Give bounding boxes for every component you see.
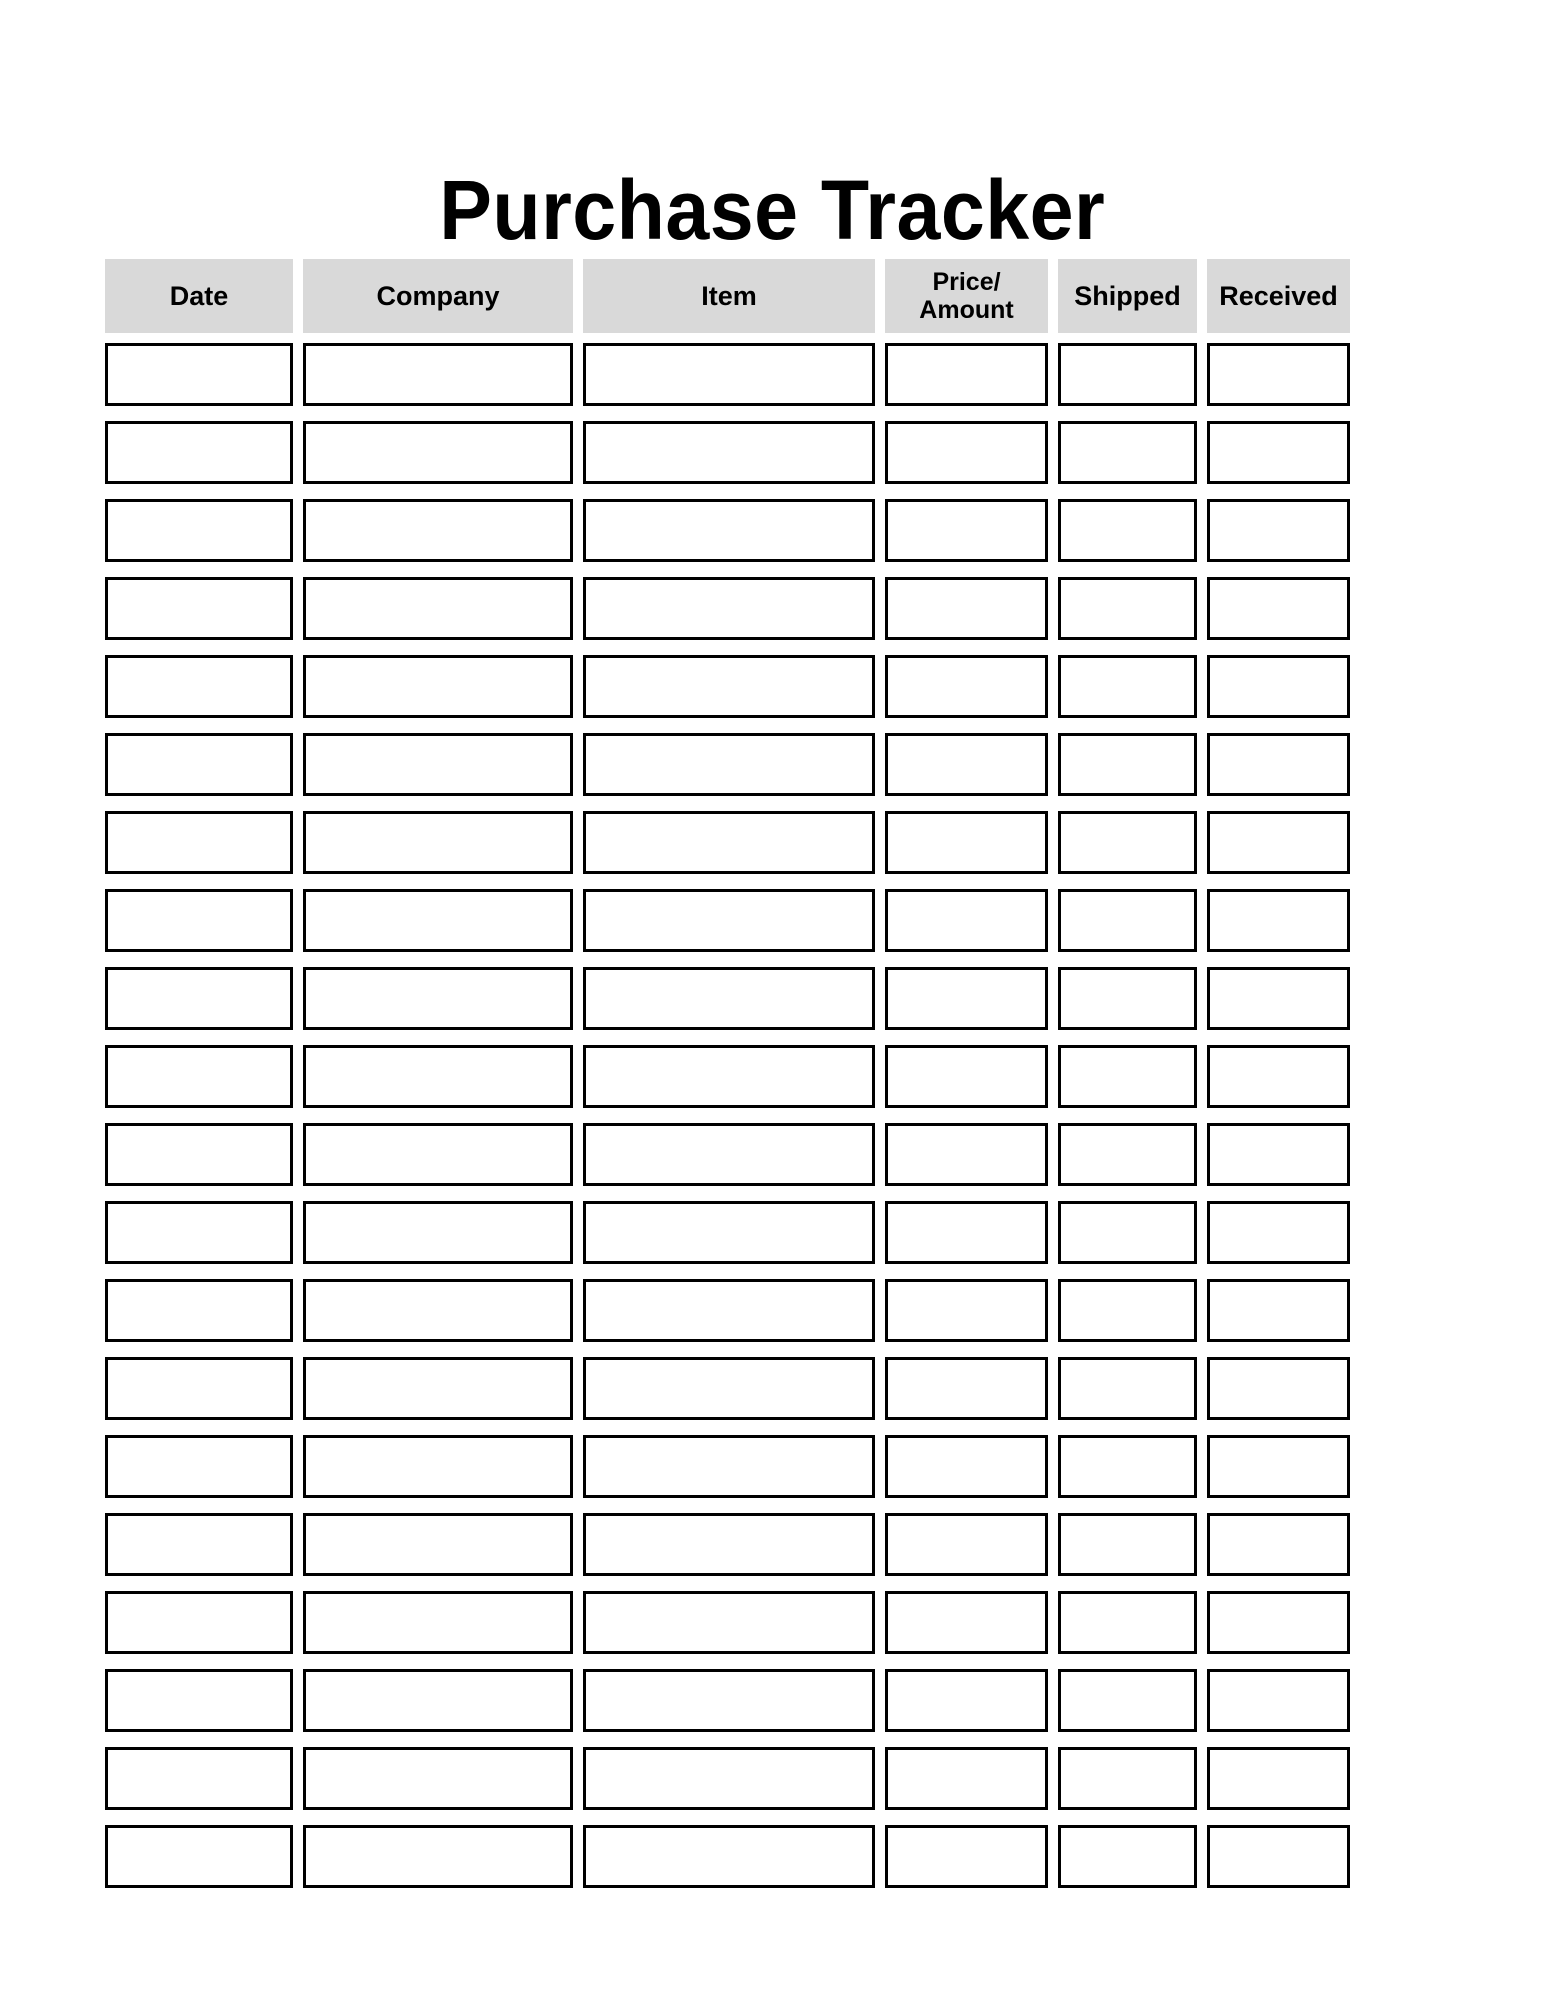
table-cell-received[interactable] <box>1207 811 1350 874</box>
table-cell-shipped[interactable] <box>1058 889 1197 952</box>
table-cell-date[interactable] <box>105 1045 293 1108</box>
table-cell-company[interactable] <box>303 1279 573 1342</box>
column-header-price-amount <box>885 259 1048 333</box>
table-cell-company[interactable] <box>303 811 573 874</box>
table-cell-shipped[interactable] <box>1058 733 1197 796</box>
table-cell-company[interactable] <box>303 1747 573 1810</box>
table-cell-shipped[interactable] <box>1058 421 1197 484</box>
table-cell-shipped[interactable] <box>1058 1279 1197 1342</box>
table-cell-date[interactable] <box>105 967 293 1030</box>
table-cell-date[interactable] <box>105 1669 293 1732</box>
table-cell-price[interactable] <box>885 1201 1048 1264</box>
table-cell-price[interactable] <box>885 1357 1048 1420</box>
table-cell-date[interactable] <box>105 811 293 874</box>
table-cell-received[interactable] <box>1207 889 1350 952</box>
table-cell-company[interactable] <box>303 1045 573 1108</box>
table-cell-received[interactable] <box>1207 1045 1350 1108</box>
table-row <box>105 1045 1440 1108</box>
table-cell-price[interactable] <box>885 889 1048 952</box>
table-row <box>105 499 1440 562</box>
table-cell-company[interactable] <box>303 577 573 640</box>
table-cell-price[interactable] <box>885 1435 1048 1498</box>
table-cell-price[interactable] <box>885 1669 1048 1732</box>
table-cell-date[interactable] <box>105 1123 293 1186</box>
table-row <box>105 1669 1440 1732</box>
table-cell-shipped[interactable] <box>1058 1357 1197 1420</box>
table-cell-shipped[interactable] <box>1058 1435 1197 1498</box>
table-row <box>105 655 1440 718</box>
table-cell-price[interactable] <box>885 1513 1048 1576</box>
table-cell-shipped[interactable] <box>1058 1591 1197 1654</box>
table-cell-received[interactable] <box>1207 1435 1350 1498</box>
table-cell-company[interactable] <box>303 733 573 796</box>
table-cell-price[interactable] <box>885 499 1048 562</box>
column-header-price-amount-line1: Price/ <box>932 268 1001 296</box>
table-cell-company[interactable] <box>303 1513 573 1576</box>
table-cell-shipped[interactable] <box>1058 343 1197 406</box>
table-cell-item[interactable] <box>583 343 875 406</box>
table-row <box>105 1435 1440 1498</box>
table-cell-shipped[interactable] <box>1058 1669 1197 1732</box>
table-cell-date[interactable] <box>105 1201 293 1264</box>
table-cell-item[interactable] <box>583 1747 875 1810</box>
table-cell-company[interactable] <box>303 421 573 484</box>
table-cell-shipped[interactable] <box>1058 1825 1197 1888</box>
table-row <box>105 1357 1440 1420</box>
table-cell-item[interactable] <box>583 1357 875 1420</box>
table-cell-price[interactable] <box>885 733 1048 796</box>
table-cell-item[interactable] <box>583 1279 875 1342</box>
table-cell-received[interactable] <box>1207 1123 1350 1186</box>
table-row <box>105 1201 1440 1264</box>
table-cell-date[interactable] <box>105 1825 293 1888</box>
table-row <box>105 733 1440 796</box>
table-cell-received[interactable] <box>1207 655 1350 718</box>
table-cell-shipped[interactable] <box>1058 577 1197 640</box>
table-cell-price[interactable] <box>885 811 1048 874</box>
table-cell-received[interactable] <box>1207 1513 1350 1576</box>
table-row <box>105 967 1440 1030</box>
table-cell-item[interactable] <box>583 1591 875 1654</box>
table-cell-item[interactable] <box>583 889 875 952</box>
table-cell-date[interactable] <box>105 421 293 484</box>
table-cell-company[interactable] <box>303 499 573 562</box>
table-cell-item[interactable] <box>583 1045 875 1108</box>
column-header-date: Date <box>105 259 293 333</box>
table-cell-item[interactable] <box>583 733 875 796</box>
table-cell-shipped[interactable] <box>1058 1045 1197 1108</box>
table-cell-price[interactable] <box>885 1045 1048 1108</box>
table-cell-date[interactable] <box>105 577 293 640</box>
table-cell-company[interactable] <box>303 655 573 718</box>
column-header-item: Item <box>583 259 875 333</box>
table-cell-item[interactable] <box>583 1123 875 1186</box>
table-cell-shipped[interactable] <box>1058 499 1197 562</box>
table-cell-received[interactable] <box>1207 1591 1350 1654</box>
table-row <box>105 343 1440 406</box>
table-cell-price[interactable] <box>885 1825 1048 1888</box>
table-cell-received[interactable] <box>1207 733 1350 796</box>
table-row <box>105 1747 1440 1810</box>
table-row <box>105 421 1440 484</box>
table-cell-shipped[interactable] <box>1058 1513 1197 1576</box>
table-cell-item[interactable] <box>583 499 875 562</box>
table-row <box>105 577 1440 640</box>
table-row <box>105 1825 1440 1888</box>
table-cell-price[interactable] <box>885 1591 1048 1654</box>
table-cell-received[interactable] <box>1207 1357 1350 1420</box>
table-cell-received[interactable] <box>1207 1669 1350 1732</box>
column-header-shipped: Shipped <box>1058 259 1197 333</box>
table-cell-received[interactable] <box>1207 1825 1350 1888</box>
table-cell-price[interactable] <box>885 1747 1048 1810</box>
table-cell-company[interactable] <box>303 1123 573 1186</box>
table-cell-received[interactable] <box>1207 1279 1350 1342</box>
table-cell-company[interactable] <box>303 1201 573 1264</box>
table-cell-company[interactable] <box>303 889 573 952</box>
table-cell-price[interactable] <box>885 421 1048 484</box>
table-cell-price[interactable] <box>885 967 1048 1030</box>
table-row <box>105 1513 1440 1576</box>
table-cell-item[interactable] <box>583 1825 875 1888</box>
table-cell-company[interactable] <box>303 1825 573 1888</box>
table-cell-item[interactable] <box>583 1513 875 1576</box>
table-cell-company[interactable] <box>303 343 573 406</box>
table-cell-received[interactable] <box>1207 499 1350 562</box>
table-cell-date[interactable] <box>105 889 293 952</box>
table-cell-date[interactable] <box>105 1435 293 1498</box>
table-cell-date[interactable] <box>105 499 293 562</box>
table-cell-date[interactable] <box>105 1279 293 1342</box>
table-cell-price[interactable] <box>885 577 1048 640</box>
table-row <box>105 811 1440 874</box>
table-cell-date[interactable] <box>105 1747 293 1810</box>
table-cell-item[interactable] <box>583 811 875 874</box>
table-row <box>105 1591 1440 1654</box>
table-cell-received[interactable] <box>1207 343 1350 406</box>
table-cell-item[interactable] <box>583 577 875 640</box>
table-cell-price[interactable] <box>885 343 1048 406</box>
page-title: Purchase Tracker <box>439 163 1106 258</box>
table-cell-shipped[interactable] <box>1058 1123 1197 1186</box>
column-header-price-amount-line2: Amount <box>919 296 1014 324</box>
table-cell-date[interactable] <box>105 733 293 796</box>
table-cell-received[interactable] <box>1207 1201 1350 1264</box>
table-cell-price[interactable] <box>885 1123 1048 1186</box>
table-cell-company[interactable] <box>303 1357 573 1420</box>
table-cell-shipped[interactable] <box>1058 967 1197 1030</box>
table-cell-shipped[interactable] <box>1058 1201 1197 1264</box>
table-cell-item[interactable] <box>583 1669 875 1732</box>
table-cell-date[interactable] <box>105 1357 293 1420</box>
table-cell-shipped[interactable] <box>1058 1747 1197 1810</box>
table-cell-company[interactable] <box>303 1669 573 1732</box>
table-header-row <box>105 259 1440 333</box>
table-cell-date[interactable] <box>105 1591 293 1654</box>
table-cell-received[interactable] <box>1207 421 1350 484</box>
table-cell-price[interactable] <box>885 655 1048 718</box>
table-body <box>105 343 1440 1888</box>
column-header-company: Company <box>303 259 573 333</box>
table-cell-company[interactable] <box>303 1591 573 1654</box>
table-cell-company[interactable] <box>303 967 573 1030</box>
table-cell-item[interactable] <box>583 655 875 718</box>
table-cell-company[interactable] <box>303 1435 573 1498</box>
table-row <box>105 1279 1440 1342</box>
table-cell-price[interactable] <box>885 1279 1048 1342</box>
table-cell-received[interactable] <box>1207 967 1350 1030</box>
table-row <box>105 889 1440 952</box>
table-cell-item[interactable] <box>583 967 875 1030</box>
table-cell-date[interactable] <box>105 1513 293 1576</box>
table-cell-item[interactable] <box>583 1201 875 1264</box>
table-row <box>105 1123 1440 1186</box>
table-cell-received[interactable] <box>1207 577 1350 640</box>
table-cell-date[interactable] <box>105 655 293 718</box>
purchase-tracker-table <box>105 259 1440 1903</box>
table-cell-received[interactable] <box>1207 1747 1350 1810</box>
table-cell-item[interactable] <box>583 1435 875 1498</box>
table-cell-shipped[interactable] <box>1058 811 1197 874</box>
table-cell-item[interactable] <box>583 421 875 484</box>
table-cell-shipped[interactable] <box>1058 655 1197 718</box>
column-header-received: Received <box>1207 259 1350 333</box>
table-cell-date[interactable] <box>105 343 293 406</box>
